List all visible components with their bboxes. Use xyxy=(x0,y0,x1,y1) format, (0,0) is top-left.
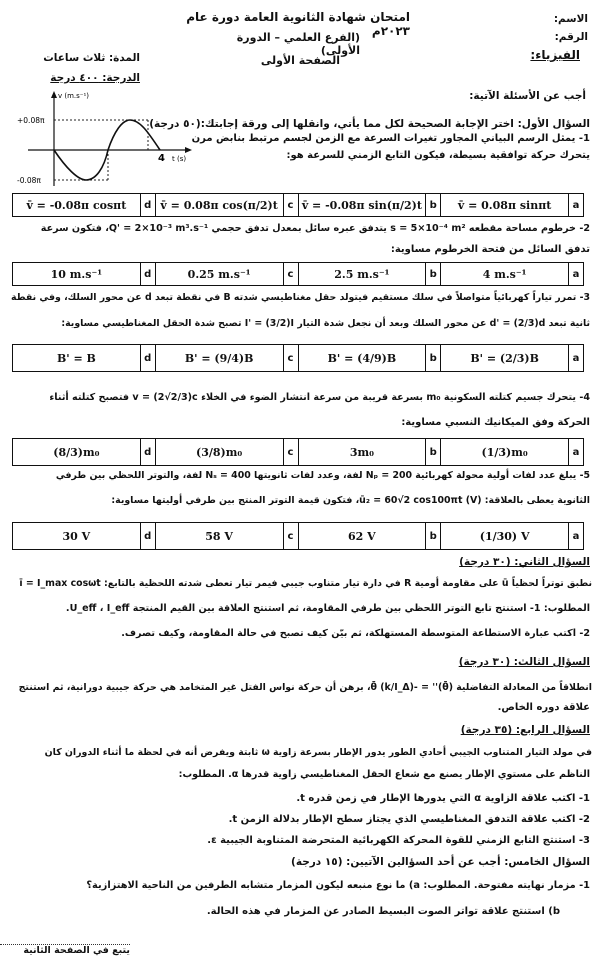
q1-p5-line1: 5- يبلغ عدد لفات أولية محولة كهربائية Nₚ = 200 لفة، وعدد لفات ثانويتها Nₛ = 400 لفة، والتوتر اللحظي بين طرفي xyxy=(55,470,590,481)
option-b[interactable]: 62 V xyxy=(298,523,426,550)
q1-p1-number: 1- xyxy=(578,133,590,144)
option-b[interactable]: B' = (4/9)B xyxy=(298,345,426,372)
number-field xyxy=(470,31,588,43)
q1-p3-line2: ثانية تبعد d' = (2/3)d عن محور السلك وبعد أن نجعل شدة التيار I' = (3/2)I تصبح شدة الحقل المغناطيسي مساوية: xyxy=(61,318,590,329)
option-c-letter: c xyxy=(283,439,298,466)
option-d-letter: d xyxy=(140,345,155,372)
q4-line2: الناظم على مستوي الإطار يصنع مع شعاع الحقل المغناطيسي زاوية قدرها α. المطلوب: xyxy=(178,769,590,780)
q1-p4-options xyxy=(12,438,584,466)
q5-title: السؤال الخامس: أجب عن أحد السؤالين الآتيين: (١٥ درجة) xyxy=(291,856,590,868)
x-tick-4: 4 xyxy=(158,153,165,164)
option-c-letter: c xyxy=(283,345,298,372)
q1-p4-line2: الحركة وفق الميكانيك النسبي مساوية: xyxy=(401,417,590,428)
q1-p1-line1 xyxy=(191,133,590,144)
option-b-letter: b xyxy=(426,194,441,217)
q1-p2-options xyxy=(12,262,584,286)
q1-p1-options xyxy=(12,193,584,217)
q1-p1-line2: يتحرك حركة توافقية بسيطة، فيكون التابع الزمني للسرعة هو: xyxy=(286,150,590,161)
q1-p3-options xyxy=(12,344,584,372)
q3-line2: علاقة دوره الخاص. xyxy=(497,702,590,713)
option-c-letter: c xyxy=(283,523,298,550)
subject-label: الفيزياء: xyxy=(530,48,580,62)
option-a[interactable]: B' = (2/3)B xyxy=(441,345,569,372)
q1-p4-line1: 4- يتحرك جسيم كتلته السكونية m₀ بسرعة قريبة من سرعة انتشار الضوء في الخلاء v = (2√2/3)c فتصبح كتلته أثناء xyxy=(49,392,590,403)
name-field xyxy=(470,13,588,25)
y-axis-arrow xyxy=(51,91,57,98)
q1-p3-line1: 3- تمرر تياراً كهربائياً متواصلاً في سلك مستقيم فيتولد حقل مغناطيسي شدته B في نقطة تبعد d عن محور السلك، وفي نقطة xyxy=(11,292,590,303)
option-d[interactable]: (8/3)m₀ xyxy=(13,439,141,466)
option-c-letter: c xyxy=(283,194,298,217)
name-label: الاسم: xyxy=(553,13,588,25)
option-a-letter: a xyxy=(569,263,584,286)
exam-title: امتحان شهادة الثانوية العامة دورة عام ٢٠٢٣م xyxy=(186,10,410,38)
y-axis-label: v (m.s⁻¹) xyxy=(58,92,90,100)
q5-line1: 1- مزمار نهايته مفتوحة. المطلوب: a) ما نوع منبعه ليكون المزمار متشابه الطرفين من الناحية الاهتزازية؟ xyxy=(86,880,590,891)
x-axis-arrow xyxy=(185,147,192,153)
option-c-letter: c xyxy=(283,263,298,286)
option-a-letter: a xyxy=(569,439,584,466)
option-a[interactable]: v̄ = 0.08π sinπt xyxy=(441,194,569,217)
option-a-letter: a xyxy=(569,194,584,217)
q2-line1: نطبق توتراً لحظياً ū على مقاومة أومية R في دارة تيار متناوب جيبي فيمر تيار تعطى شدته اللحظية بالتابع: ī = I_max cosωt xyxy=(19,578,592,589)
option-c[interactable]: (3/8)m₀ xyxy=(155,439,283,466)
option-d[interactable]: 10 m.s⁻¹ xyxy=(13,263,141,286)
y-bottom-label: -0.08π xyxy=(17,176,41,185)
duration: المدة: ثلاث ساعات xyxy=(43,52,140,64)
option-b-letter: b xyxy=(426,345,441,372)
option-a-letter: a xyxy=(569,345,584,372)
option-b-letter: b xyxy=(426,439,441,466)
footer-continue: يتبع في الصفحة الثانية xyxy=(0,944,130,956)
q1-p2-line1: 2- خرطوم مساحة مقطعه s = 5×10⁻⁴ m² يتدفق عبره سائل بمعدل تدفق حجمي Q' = 2×10⁻³ m³.s⁻¹، فتكون سرعة xyxy=(40,223,590,234)
option-d-letter: d xyxy=(140,439,155,466)
option-a[interactable]: (1/30) V xyxy=(441,523,569,550)
option-d-letter: d xyxy=(140,194,155,217)
y-top-label: +0.08π xyxy=(17,116,45,125)
q1-title: السؤال الأول: اختر الإجابة الصحيحة لكل مما يأتي، وانقلها إلى ورقة إجابتك:(٥٠ درجة) xyxy=(149,118,590,130)
option-d[interactable]: B' = B xyxy=(13,345,141,372)
q3-title: السؤال الثالث: (٣٠ درجة) xyxy=(458,656,590,668)
option-a[interactable]: (1/3)m₀ xyxy=(441,439,569,466)
q5-line2: b) استنتج علاقة تواتر الصوت البسيط الصادر عن المزمار في هذه الحالة. xyxy=(206,906,560,917)
option-d-letter: d xyxy=(140,523,155,550)
option-c[interactable]: 58 V xyxy=(155,523,283,550)
number-label: الرقم: xyxy=(554,31,588,43)
option-c[interactable]: v̄ = 0.08π cos(π/2)t xyxy=(155,194,283,217)
option-b[interactable]: v̄ = -0.08π sin(π/2)t xyxy=(298,194,426,217)
q1-p1-text1: يمثل الرسم البياني المجاور تغيرات السرعة مع الزمن لجسم مرتبط بنابض مرن xyxy=(191,133,576,144)
velocity-graph-svg xyxy=(8,88,198,188)
q1-p2-line2: تدفق السائل من فتحة الخرطوم مساوية: xyxy=(390,244,590,255)
q1-p5-line2: الثانوية يعطى بالعلاقة: ū₂ = 60√2 cos100πt (V)، فتكون قيمة التوتر المنتج بين طرفي أوليتها مساوية: xyxy=(111,495,590,506)
q3-line1: انطلاقاً من المعادلة التفاضلية (θ̄)'' = -(k/I_Δ) θ̄، برهن أن حركة نواس الفتل غير المتخامد هي حركة جيبية دورانية، ثم استنتج xyxy=(18,682,592,693)
option-d-letter: d xyxy=(140,263,155,286)
q4-line3: 1- اكتب علاقة الزاوية α التي يدورها الإطار في زمن قدره t. xyxy=(296,793,590,804)
option-d[interactable]: v̄ = -0.08π cosπt xyxy=(13,194,141,217)
exam-branch: (الفرع العلمي – الدورة الأولى) xyxy=(236,31,360,57)
instruction: أجب عن الأسئلة الآتية: xyxy=(469,90,586,102)
total-score: الدرجة: ٤٠٠ درجة xyxy=(50,72,140,84)
option-b-letter: b xyxy=(426,523,441,550)
q4-line4: 2- اكتب علاقة التدفق المغناطيسي الذي يجتاز سطح الإطار بدلالة الزمن t. xyxy=(228,814,590,825)
velocity-graph xyxy=(8,88,198,188)
q1-p5-options xyxy=(12,522,584,550)
q2-line2: المطلوب: 1- استنتج تابع التوتر اللحظي بين طرفي المقاومة، ثم استنتج العلاقة بين القيم المنتجة U_eff ، I_eff. xyxy=(65,603,590,614)
q4-line1: في مولد التيار المتناوب الجيبي أحادي الطور يدور الإطار بسرعة زاوية ω ثابتة ويفرض أنه في لحظة ما أثناء الدوران كان xyxy=(44,747,592,758)
option-c[interactable]: B' = (9/4)B xyxy=(155,345,283,372)
x-axis-label: t (s) xyxy=(172,155,187,163)
option-b[interactable]: 3m₀ xyxy=(298,439,426,466)
q4-title: السؤال الرابع: (٣٥ درجة) xyxy=(460,724,590,736)
option-a[interactable]: 4 m.s⁻¹ xyxy=(441,263,569,286)
option-d[interactable]: 30 V xyxy=(13,523,141,550)
q2-line3: 2- اكتب عبارة الاستطاعة المتوسطة المستهلكة، ثم بيّن كيف تصبح في حالة المقاومة، وكيف تصرف. xyxy=(121,628,590,639)
option-c[interactable]: 0.25 m.s⁻¹ xyxy=(155,263,283,286)
q2-title: السؤال الثاني: (٣٠ درجة) xyxy=(459,556,590,568)
option-a-letter: a xyxy=(569,523,584,550)
q4-line5: 3- استنتج التابع الزمني للقوة المحركة الكهربائية المتحرضة المتناوبة الجيبية ε. xyxy=(207,835,590,846)
option-b[interactable]: 2.5 m.s⁻¹ xyxy=(298,263,426,286)
page-label: الصفحة الأولى xyxy=(260,54,340,67)
option-b-letter: b xyxy=(426,263,441,286)
